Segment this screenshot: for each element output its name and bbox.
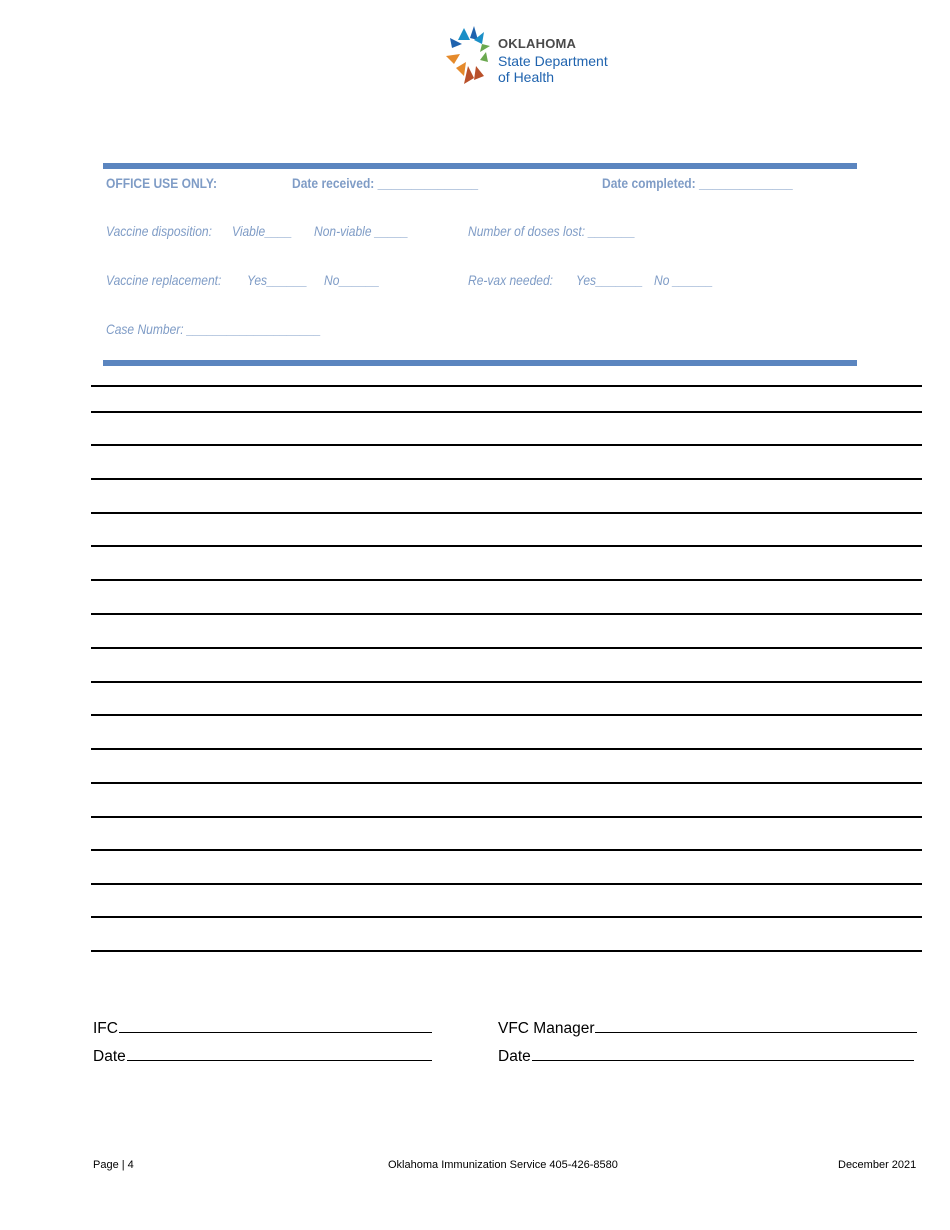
ifc-label: IFC bbox=[93, 1020, 118, 1037]
ruled-line bbox=[91, 816, 922, 818]
doses-lost-field[interactable]: Number of doses lost: _______ bbox=[468, 223, 636, 239]
ruled-line bbox=[91, 950, 922, 952]
date-left-signature-line[interactable] bbox=[93, 1046, 432, 1066]
office-box-top-bar bbox=[103, 163, 857, 169]
vfc-manager-signature-line[interactable] bbox=[498, 1018, 917, 1038]
revax-no-field[interactable]: No ______ bbox=[654, 272, 713, 288]
office-box-bottom-bar bbox=[103, 360, 857, 366]
date-right-signature-line[interactable] bbox=[498, 1046, 914, 1066]
ruled-line bbox=[91, 478, 922, 480]
date-left-blank[interactable] bbox=[127, 1046, 432, 1061]
ruled-line bbox=[91, 444, 922, 446]
case-number-field[interactable]: Case Number: ____________________ bbox=[106, 321, 321, 337]
ruled-line bbox=[91, 545, 922, 547]
ruled-line bbox=[91, 849, 922, 851]
ruled-line bbox=[91, 916, 922, 918]
ruled-line bbox=[91, 512, 922, 514]
revax-needed-label: Re-vax needed: bbox=[468, 272, 554, 288]
viable-field[interactable]: Viable____ bbox=[232, 223, 293, 239]
ruled-line bbox=[91, 681, 922, 683]
vfc-manager-label: VFC Manager bbox=[498, 1020, 595, 1037]
footer-date: December 2021 bbox=[838, 1159, 917, 1171]
star-logo-icon bbox=[444, 26, 496, 86]
ruled-line bbox=[91, 647, 922, 649]
ruled-line bbox=[91, 613, 922, 615]
vaccine-disposition-label: Vaccine disposition: bbox=[106, 223, 212, 239]
ruled-line bbox=[91, 411, 922, 413]
vaccine-replacement-label: Vaccine replacement: bbox=[106, 272, 222, 288]
replacement-no-field[interactable]: No______ bbox=[324, 272, 380, 288]
revax-yes-field[interactable]: Yes_______ bbox=[576, 272, 643, 288]
footer-page-number: Page | 4 bbox=[93, 1159, 134, 1171]
non-viable-field[interactable]: Non-viable _____ bbox=[314, 223, 409, 239]
ruled-line bbox=[91, 782, 922, 784]
ifc-signature-line[interactable] bbox=[93, 1018, 432, 1038]
date-left-label: Date bbox=[93, 1048, 126, 1065]
logo-line-oklahoma: OKLAHOMA bbox=[498, 36, 577, 51]
ruled-line bbox=[91, 714, 922, 716]
logo-line-of-health: of Health bbox=[498, 69, 555, 85]
ruled-line bbox=[91, 385, 922, 387]
logo-line-state-department: State Department bbox=[498, 53, 608, 69]
date-received-field[interactable]: Date received: _______________ bbox=[292, 175, 479, 191]
ifc-blank[interactable] bbox=[119, 1018, 432, 1033]
ruled-line bbox=[91, 579, 922, 581]
date-right-blank[interactable] bbox=[532, 1046, 914, 1061]
date-right-label: Date bbox=[498, 1048, 531, 1065]
office-use-title: OFFICE USE ONLY: bbox=[106, 175, 218, 191]
date-completed-field[interactable]: Date completed: ______________ bbox=[602, 175, 793, 191]
ruled-line bbox=[91, 883, 922, 885]
ruled-line bbox=[91, 748, 922, 750]
replacement-yes-field[interactable]: Yes______ bbox=[247, 272, 308, 288]
footer-center-text: Oklahoma Immunization Service 405-426-8580 bbox=[388, 1159, 618, 1171]
vfc-manager-blank[interactable] bbox=[595, 1018, 917, 1033]
osdh-logo bbox=[444, 26, 624, 88]
